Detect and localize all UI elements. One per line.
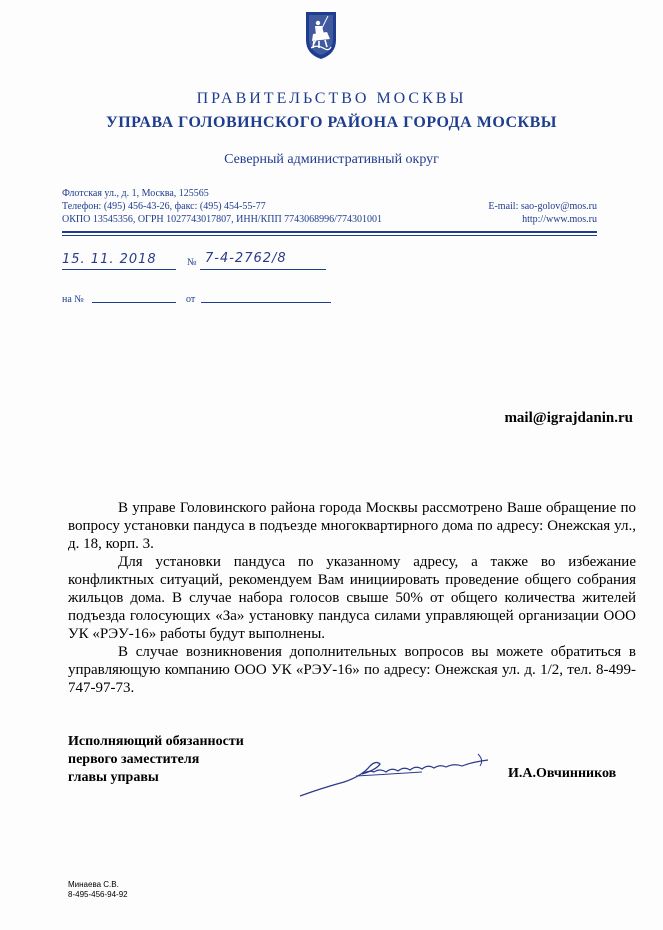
date-underline [62, 269, 176, 270]
letterhead-contacts [488, 200, 597, 226]
recipient-email: mail@igrajdanin.ru [504, 410, 633, 426]
body-paragraph: В случае возникновения дополнительных вопросов вы можете обратиться в управляющую компанию ООО УК «РЭУ-16» по адресу: Онежская ул. д. 1/2, тел. 8-499-747-97-73. [68, 644, 636, 696]
signer-title [68, 733, 244, 787]
signer-title-line: главы управы [68, 770, 159, 785]
body-paragraph: Для установки пандуса по указанному адресу, а также во избежание конфликтных ситуаций, рекомендуем Вам инициировать проведение общего собрания жильцов дома. В случае набора голосов свыше 50% от общего количества жителей подъезда голосующих «За» установку пандуса силами управляющей организации ООО УК «РЭУ-16» работы будут выполнены. [68, 554, 636, 642]
letterhead-rule-thick [62, 231, 597, 233]
district-subtitle: Северный административный округ [224, 152, 439, 167]
executor-info [68, 880, 128, 900]
signer-title-line: Исполняющий обязанности [68, 734, 244, 749]
signer-title-line: первого заместителя [68, 752, 200, 767]
letterhead-address [62, 187, 382, 226]
signer-name: И.А.Овчинников [508, 766, 617, 781]
executor-name: Минаева С.В. [68, 880, 119, 889]
registration-number: 7-4-2762/8 [205, 251, 287, 266]
email-line: E-mail: sao-golov@mos.ru [488, 201, 597, 212]
body-paragraph: В управе Головинского района города Москвы рассмотрено Ваше обращение по вопросу установки пандуса в подъезде многоквартирного дома по адресу: Онежская ул., д. 18, корп. 3. [68, 500, 636, 552]
government-title: ПРАВИТЕЛЬСТВО МОСКВЫ [196, 90, 467, 107]
moscow-coat-of-arms-icon [303, 10, 339, 60]
reference-date-line [201, 302, 331, 303]
letterhead-rule-thin [62, 235, 597, 236]
address-line: Флотская ул., д. 1, Москва, 125565 [62, 188, 209, 199]
handwritten-signature [292, 752, 492, 802]
website-line: http://www.mos.ru [522, 214, 597, 225]
number-underline [200, 269, 326, 270]
phone-line: Телефон: (495) 456-43-26, факс: (495) 454-55-77 [62, 201, 266, 212]
letter-body [68, 499, 636, 697]
reference-number-label: на № [62, 294, 84, 305]
registry-codes-line: ОКПО 13545356, ОГРН 1027743017807, ИНН/КПП 7743068996/774301001 [62, 214, 382, 225]
reference-date-label: от [186, 294, 196, 305]
registration-date: 15. 11. 2018 [62, 252, 157, 267]
organization-title: УПРАВА ГОЛОВИНСКОГО РАЙОНА ГОРОДА МОСКВЫ [105, 114, 558, 131]
number-label: № [187, 257, 197, 268]
executor-phone: 8-495-456-94-92 [68, 890, 128, 899]
reference-number-line [92, 302, 176, 303]
